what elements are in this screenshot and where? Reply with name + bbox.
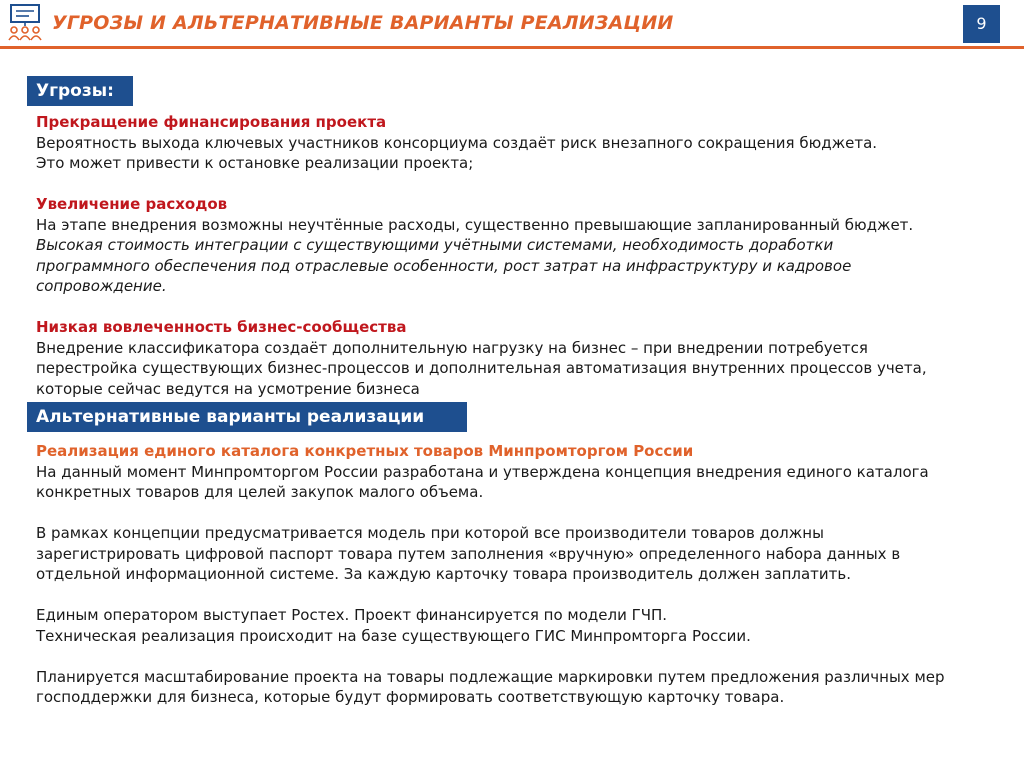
threats-list [36, 112, 1011, 399]
threat-text: которые сейчас ведутся на усмотрение бизнеса [36, 379, 420, 398]
threat-text: Внедрение классификатора создаёт дополнительную нагрузку на бизнес – при внедрении потребуется [36, 338, 868, 357]
alternative-text: В рамках концепции предусматривается модель при которой все производители товаров должны [36, 524, 824, 542]
threat-detail: программного обеспечения под отраслевые особенности, рост затрат на инфраструктуру и кадровое [36, 256, 852, 275]
alternative-text: отдельной информационной системе. За каждую карточку товара производитель должен заплатить. [36, 565, 852, 583]
page-number-badge: 9 [963, 5, 1000, 43]
threat-title: Низкая вовлеченность бизнес-сообщества [36, 318, 407, 336]
alternatives-section-label: Альтернативные варианты реализации [27, 402, 467, 432]
alternative-title: Реализация единого каталога конкретных товаров Минпромторгом России [36, 442, 694, 460]
alternative-text: Единым оператором выступает Ростех. Проект финансируется по модели ГЧП. [36, 606, 668, 624]
alternative-text: господдержки для бизнеса, которые будут формировать соответствующую карточку товара. [36, 688, 785, 706]
threat-text: Вероятность выхода ключевых участников консорциума создаёт риск внезапного сокращения бюджета. [36, 133, 878, 152]
threat-text: перестройка существующих бизнес-процессов и дополнительная автоматизация внутренних процессов учета, [36, 359, 927, 377]
threat-title: Увеличение расходов [36, 195, 228, 213]
alternative-text: Техническая реализация происходит на базе существующего ГИС Минпромторга России. [36, 626, 751, 645]
alternative-text: конкретных товаров для целей закупок малого объема. [36, 483, 484, 501]
page-title: УГРОЗЫ И АЛЬТЕРНАТИВНЫЕ ВАРИАНТЫ РЕАЛИЗАЦИИ [52, 12, 674, 34]
threat-text: Это может привести к остановке реализации проекта; [36, 154, 474, 172]
alternative-text: зарегистрировать цифровой паспорт товара путем заполнения «вручную» определенного набора данных в [36, 544, 901, 563]
alternatives-content [36, 441, 1011, 708]
alternative-text: Планируется масштабирование проекта на товары подлежащие маркировки путем предложения различных мер [36, 667, 945, 686]
presentation-team-icon [8, 3, 42, 43]
alternative-text: На данный момент Минпромторгом России разработана и утверждена концепция внедрения единого каталога [36, 462, 929, 481]
threats-section-label: Угрозы: [27, 76, 133, 106]
threat-detail: сопровождение. [36, 277, 167, 295]
threat-title: Прекращение финансирования проекта [36, 113, 387, 131]
threat-detail: Высокая стоимость интеграции с существующими учётными системами, необходимость доработки [36, 236, 834, 254]
threat-text: На этапе внедрения возможны неучтённые расходы, существенно превышающие запланированный бюджет. [36, 215, 914, 234]
header-divider [0, 46, 1024, 49]
